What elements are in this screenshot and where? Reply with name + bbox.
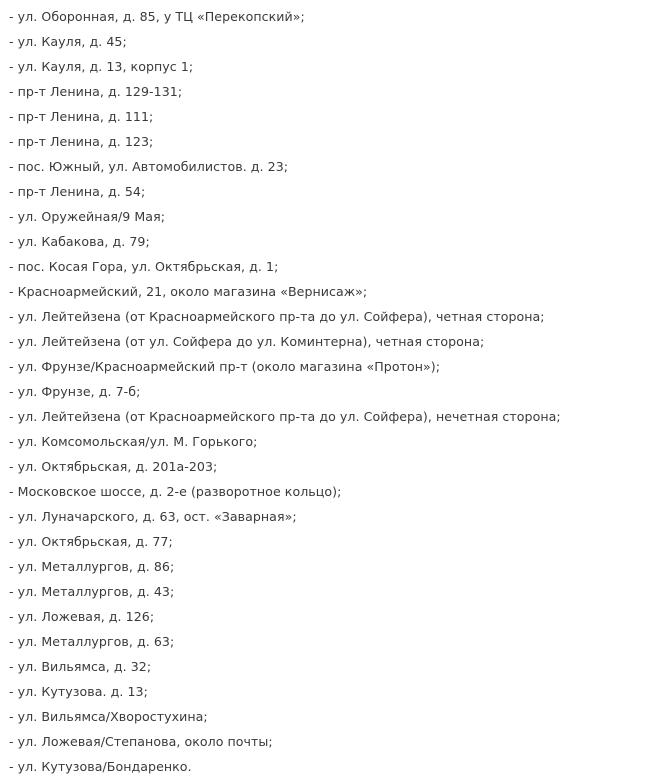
address-line: - ул. Оружейная/9 Мая; xyxy=(9,209,165,224)
address-line: - ул. Кутузова/Бондаренко. xyxy=(9,759,192,774)
address-line: - ул. Лейтейзена (от ул. Сойфера до ул. Коминтерна), четная сторона; xyxy=(9,334,485,349)
address-line: - ул. Вильямса/Хворостухина; xyxy=(9,709,208,724)
address-list xyxy=(9,4,663,779)
address-line: - ул. Луначарского, д. 63, ост. «Заварная»; xyxy=(9,509,297,524)
address-line: - ул. Октябрьская, д. 201а-203; xyxy=(9,459,218,474)
address-line: - ул. Металлургов, д. 43; xyxy=(9,584,175,599)
address-line: - ул. Вильямса, д. 32; xyxy=(9,659,152,674)
address-line: - Красноармейский, 21, около магазина «Вернисаж»; xyxy=(9,284,368,299)
address-line: - ул. Ложевая/Степанова, около почты; xyxy=(9,734,273,749)
address-line: - пр-т Ленина, д. 123; xyxy=(9,134,154,149)
address-line: - ул. Лейтейзена (от Красноармейского пр-та до ул. Сойфера), четная сторона; xyxy=(9,309,545,324)
address-line: - пр-т Ленина, д. 54; xyxy=(9,184,146,199)
address-line: - ул. Октябрьская, д. 77; xyxy=(9,534,173,549)
address-line: - ул. Фрунзе/Красноармейский пр-т (около магазина «Протон»); xyxy=(9,359,441,374)
address-line: - ул. Ложевая, д. 126; xyxy=(9,609,155,624)
address-line: - ул. Фрунзе, д. 7-б; xyxy=(9,384,141,399)
address-line: - пос. Косая Гора, ул. Октябрьская, д. 1; xyxy=(9,259,279,274)
address-line: - ул. Оборонная, д. 85, у ТЦ «Перекопский»; xyxy=(9,9,305,24)
address-line: - пр-т Ленина, д. 111; xyxy=(9,109,154,124)
address-line: - ул. Кабакова, д. 79; xyxy=(9,234,150,249)
address-line: - ул. Металлургов, д. 86; xyxy=(9,559,175,574)
address-line: - ул. Комсомольская/ул. М. Горького; xyxy=(9,434,258,449)
address-line: - ул. Лейтейзена (от Красноармейского пр-та до ул. Сойфера), нечетная сторона; xyxy=(9,409,561,424)
address-line: - ул. Металлургов, д. 63; xyxy=(9,634,175,649)
address-line: - пр-т Ленина, д. 129-131; xyxy=(9,84,183,99)
address-line: - ул. Кутузова. д. 13; xyxy=(9,684,148,699)
address-line: - ул. Кауля, д. 45; xyxy=(9,34,127,49)
address-line: - Московское шоссе, д. 2-е (разворотное кольцо); xyxy=(9,484,342,499)
address-line: - ул. Кауля, д. 13, корпус 1; xyxy=(9,59,194,74)
address-line: - пос. Южный, ул. Автомобилистов. д. 23; xyxy=(9,159,289,174)
